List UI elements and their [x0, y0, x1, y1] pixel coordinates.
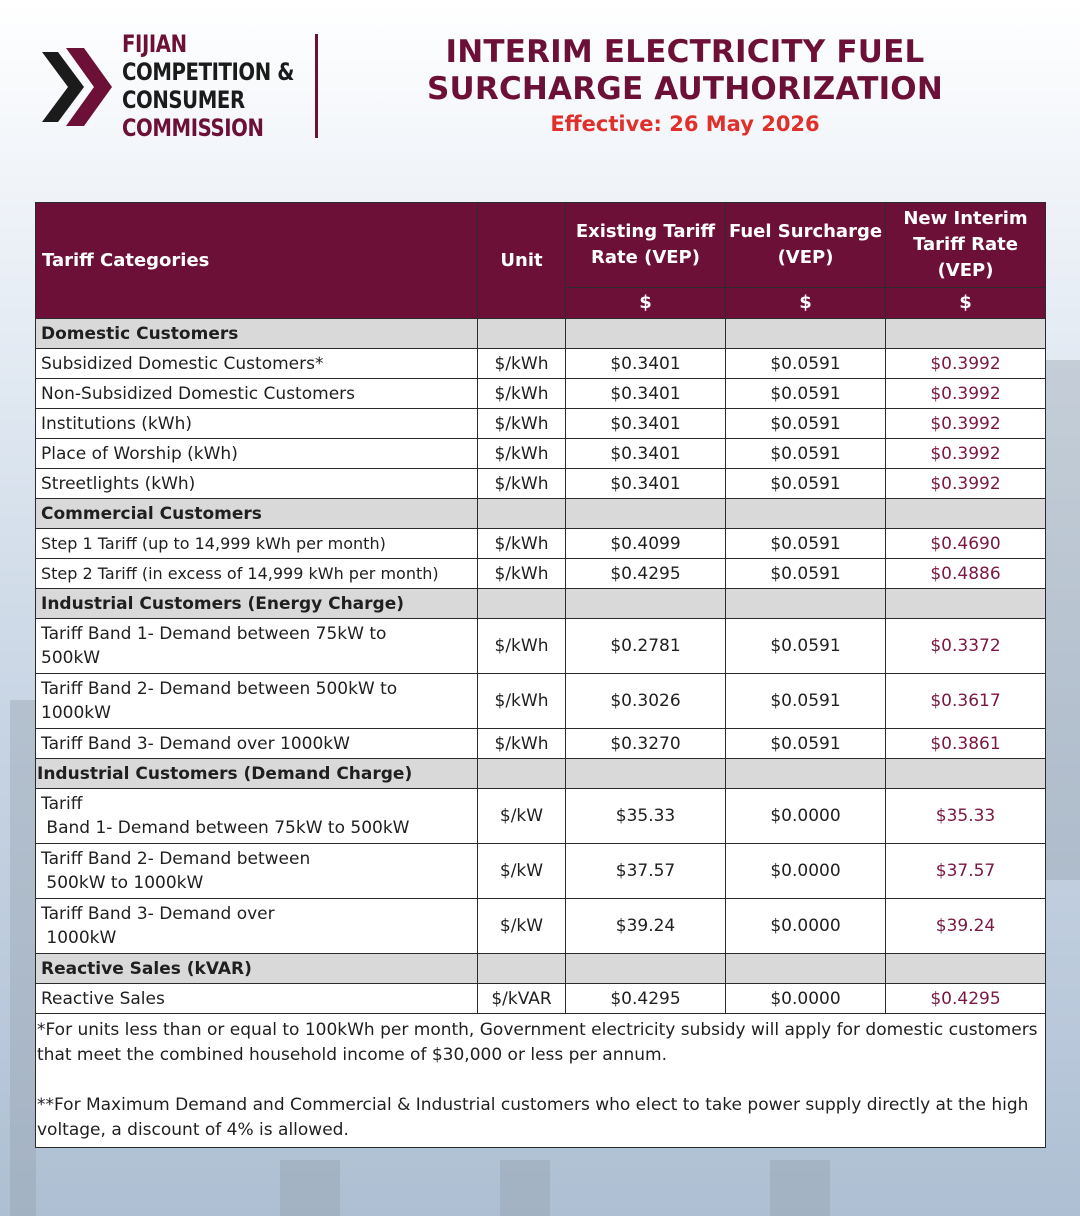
footnote-subsidy: *For units less than or equal to 100kWh per month, Government electricity subsidy will apply for domestic customers that meet the combined household income of $30,000 or less per annum.	[37, 1020, 1038, 1065]
row-category: Tariff Band 3- Demand over 1000kW	[36, 729, 478, 759]
row-new-rate: $0.4690	[886, 529, 1046, 559]
row-fuel-surcharge: $0.0000	[726, 984, 886, 1014]
row-category: Non-Subsidized Domestic Customers	[36, 379, 478, 409]
background-pole-bottom	[280, 1160, 340, 1216]
header	[0, 0, 1080, 200]
table-row	[36, 439, 1046, 469]
row-category: Step 1 Tariff (up to 14,999 kWh per month)	[36, 529, 478, 559]
table-row	[36, 984, 1046, 1014]
section-row	[36, 589, 1046, 619]
section-row	[36, 319, 1046, 349]
row-new-rate: $0.4295	[886, 984, 1046, 1014]
row-unit: $/kWh	[478, 439, 566, 469]
row-new-rate: $0.3372	[886, 619, 1046, 674]
row-category-line-1: Tariff Band 3- Demand over	[41, 904, 275, 924]
notes-cell	[36, 1014, 1046, 1148]
row-category-line-2: 500kW to 1000kW	[41, 873, 204, 893]
section-row	[36, 499, 1046, 529]
row-category-line-2: 500kW	[41, 648, 101, 668]
row-fuel-surcharge: $0.0591	[726, 409, 886, 439]
row-existing-rate: $0.3401	[566, 439, 726, 469]
notes-row	[36, 1014, 1046, 1148]
double-chevron-icon	[40, 44, 112, 130]
row-unit: $/kWh	[478, 379, 566, 409]
header-currency-new: $	[886, 288, 1046, 319]
row-new-rate: $0.3617	[886, 674, 1046, 729]
effective-date: Effective: 26 May 2026	[550, 112, 820, 136]
row-unit: $/kWh	[478, 674, 566, 729]
logo-line-2: COMPETITION &	[122, 58, 295, 86]
title-line-1: INTERIM ELECTRICITY FUEL	[445, 34, 925, 70]
table-row	[36, 529, 1046, 559]
header-currency-fuel: $	[726, 288, 886, 319]
row-existing-rate: $0.4099	[566, 529, 726, 559]
section-title: Industrial Customers (Demand Charge)	[36, 759, 478, 789]
header-divider	[315, 34, 318, 138]
row-category-line-1: Tariff Band 1- Demand between 75kW to	[41, 624, 387, 644]
row-category: Reactive Sales	[36, 984, 478, 1014]
logo-line-3: CONSUMER	[122, 86, 245, 114]
row-category: Subsidized Domestic Customers*	[36, 349, 478, 379]
header-currency-existing: $	[566, 288, 726, 319]
header-tariff-categories: Tariff Categories	[36, 203, 478, 319]
row-new-rate: $0.4886	[886, 559, 1046, 589]
row-category	[36, 899, 478, 954]
table-row	[36, 469, 1046, 499]
row-category: Step 2 Tariff (in excess of 14,999 kWh per month)	[36, 559, 478, 589]
row-fuel-surcharge: $0.0000	[726, 899, 886, 954]
section-row	[36, 759, 1046, 789]
row-existing-rate: $35.33	[566, 789, 726, 844]
background-pole-right	[1046, 360, 1080, 880]
row-unit: $/kWh	[478, 729, 566, 759]
row-unit: $/kWh	[478, 619, 566, 674]
background-pole-bottom-2	[500, 1160, 550, 1216]
table-row	[36, 674, 1046, 729]
row-category	[36, 619, 478, 674]
row-new-rate: $35.33	[886, 789, 1046, 844]
logo-line-4: COMMISSION	[122, 114, 264, 142]
row-existing-rate: $0.3026	[566, 674, 726, 729]
row-existing-rate: $39.24	[566, 899, 726, 954]
row-category	[36, 674, 478, 729]
background-pole-bottom-3	[770, 1160, 830, 1216]
title-line-2: SURCHARGE AUTHORIZATION	[426, 71, 944, 107]
row-existing-rate: $0.3401	[566, 469, 726, 499]
row-new-rate: $0.3992	[886, 409, 1046, 439]
row-fuel-surcharge: $0.0591	[726, 439, 886, 469]
row-fuel-surcharge: $0.0591	[726, 349, 886, 379]
background-pole-left	[10, 700, 36, 1216]
row-category: Streetlights (kWh)	[36, 469, 478, 499]
row-unit: $/kWh	[478, 409, 566, 439]
tariff-table	[35, 202, 1046, 1148]
row-existing-rate: $0.3401	[566, 349, 726, 379]
section-title: Domestic Customers	[36, 319, 478, 349]
row-fuel-surcharge: $0.0591	[726, 469, 886, 499]
table-row	[36, 789, 1046, 844]
row-new-rate: $39.24	[886, 899, 1046, 954]
row-new-rate: $0.3992	[886, 379, 1046, 409]
footnote-discount: **For Maximum Demand and Commercial & Industrial customers who elect to take power supply directly at the high voltage, a discount of 4% is allowed.	[37, 1095, 1029, 1140]
row-fuel-surcharge: $0.0591	[726, 559, 886, 589]
row-category-line-2: 1000kW	[41, 928, 117, 948]
row-unit: $/kWh	[478, 349, 566, 379]
row-category: Institutions (kWh)	[36, 409, 478, 439]
row-unit: $/kW	[478, 899, 566, 954]
row-new-rate: $0.3992	[886, 349, 1046, 379]
row-new-rate: $0.3992	[886, 469, 1046, 499]
table-row	[36, 349, 1046, 379]
row-fuel-surcharge: $0.0591	[726, 729, 886, 759]
row-category-line-2: Band 1- Demand between 75kW to 500kW	[41, 818, 410, 838]
row-category	[36, 789, 478, 844]
row-existing-rate: $37.57	[566, 844, 726, 899]
section-row	[36, 954, 1046, 984]
table-row	[36, 729, 1046, 759]
row-unit: $/kW	[478, 844, 566, 899]
header-existing-rate: Existing Tariff Rate (VEP)	[566, 203, 726, 288]
tariff-table-container	[35, 202, 1045, 1148]
header-unit: Unit	[478, 203, 566, 319]
row-unit: $/kWh	[478, 559, 566, 589]
row-category-line-1: Tariff Band 2- Demand between 500kW to	[41, 679, 398, 699]
logo-text	[122, 30, 294, 142]
row-unit: $/kWh	[478, 529, 566, 559]
row-existing-rate: $0.3401	[566, 379, 726, 409]
row-fuel-surcharge: $0.0591	[726, 619, 886, 674]
row-existing-rate: $0.3270	[566, 729, 726, 759]
row-unit: $/kW	[478, 789, 566, 844]
page-title	[340, 34, 1030, 108]
row-fuel-surcharge: $0.0591	[726, 379, 886, 409]
header-new-interim-rate: New Interim Tariff Rate (VEP)	[886, 203, 1046, 288]
table-row	[36, 379, 1046, 409]
section-title: Reactive Sales (kVAR)	[36, 954, 478, 984]
row-fuel-surcharge: $0.0000	[726, 789, 886, 844]
row-category-line-1: Tariff Band 2- Demand between	[41, 849, 311, 869]
row-existing-rate: $0.2781	[566, 619, 726, 674]
row-new-rate: $37.57	[886, 844, 1046, 899]
row-category	[36, 844, 478, 899]
table-row	[36, 559, 1046, 589]
table-row	[36, 899, 1046, 954]
row-new-rate: $0.3992	[886, 439, 1046, 469]
row-existing-rate: $0.4295	[566, 559, 726, 589]
section-title: Industrial Customers (Energy Charge)	[36, 589, 478, 619]
logo-line-1: FIJIAN	[122, 30, 187, 58]
row-category: Place of Worship (kWh)	[36, 439, 478, 469]
row-fuel-surcharge: $0.0591	[726, 529, 886, 559]
row-existing-rate: $0.4295	[566, 984, 726, 1014]
section-title: Commercial Customers	[36, 499, 478, 529]
row-fuel-surcharge: $0.0591	[726, 674, 886, 729]
table-row	[36, 409, 1046, 439]
row-existing-rate: $0.3401	[566, 409, 726, 439]
row-fuel-surcharge: $0.0000	[726, 844, 886, 899]
row-new-rate: $0.3861	[886, 729, 1046, 759]
row-category-line-2: 1000kW	[41, 703, 111, 723]
header-fuel-surcharge: Fuel Surcharge (VEP)	[726, 203, 886, 288]
table-row	[36, 844, 1046, 899]
row-unit: $/kVAR	[478, 984, 566, 1014]
row-category-line-1: Tariff	[41, 794, 83, 814]
row-unit: $/kWh	[478, 469, 566, 499]
table-row	[36, 619, 1046, 674]
